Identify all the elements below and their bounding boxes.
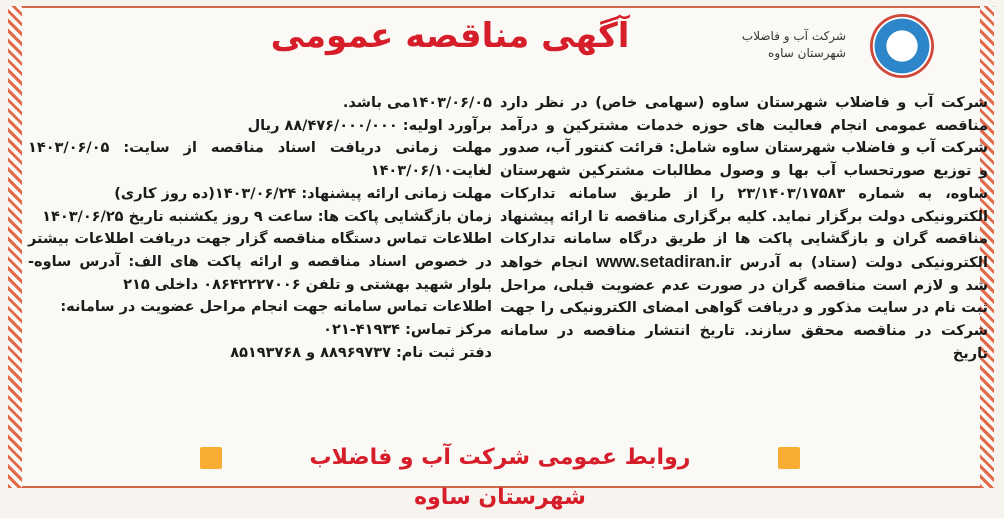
website-url[interactable]: www.setadiran.ir: [596, 251, 732, 271]
proposal-deadline: مهلت زمانی ارائه پیشنهاد: ۱۴۰۳/۰۶/۲۴(ده روز کاری): [114, 185, 492, 202]
publish-date: ۱۴۰۳/۰۶/۰۵می باشد.: [342, 95, 492, 111]
header: [0, 0, 1004, 90]
document-deadline: مهلت زمانی دریافت اسناد مناقصه از سایت: ۱۴۰۳/۰۶/۰۵ لغایت۱۴۰۳/۰۶/۱۰: [28, 140, 492, 180]
footer-square-icon: [200, 447, 222, 469]
initial-estimate: برآورد اولیه: ۸۸/۴۷۶/۰۰۰/۰۰۰ ریال: [247, 117, 492, 134]
right-column: [500, 92, 988, 365]
footer-square-icon: [778, 447, 800, 469]
ad-title: آگهی مناقصه عمومی: [270, 16, 630, 56]
company-name: [726, 28, 846, 62]
footer-text: روابط عمومی شرکت آب و فاضلاب شهرستان ساوه: [309, 445, 691, 510]
registration-office: دفتر ثبت نام: ۸۸۹۶۹۷۳۷ و ۸۵۱۹۳۷۶۸: [230, 344, 492, 361]
opening-time: زمان بازگشایی پاکت ها: ساعت ۹ روز یکشنبه تاریخ ۱۴۰۳/۰۶/۲۵: [42, 208, 492, 225]
company-line-1: شرکت آب و فاضلاب: [741, 29, 846, 43]
company-logo-icon: [870, 14, 934, 78]
contact-info: اطلاعات تماس دستگاه مناقصه گزار جهت دریافت اطلاعات بیشتر در خصوص اسناد مناقصه و ارائه پاکت های الف: آدرس ساوه- بلوار شهید بهشتی و تلفن ۰۸۶۴۲۲۲۷۰۰۶ داخلی ۲۱۵: [28, 231, 492, 293]
footer: [200, 438, 800, 510]
body-paragraph-2: انجام خواهد شد و لازم است مناقصه گران در صورت عدم عضویت قبلی، مراحل ثبت نام در سایت مذکور و دریافت گواهی امضای الکترونیکی را جهت شرکت در مناقصه محقق سازند. تاریخ انتشار مناقصه در سامانه تاریخ: [500, 254, 988, 362]
left-column: [28, 92, 492, 364]
call-center: مرکز تماس: ۴۱۹۳۴-۰۲۱: [323, 322, 492, 339]
system-contact-heading: اطلاعات تماس سامانه جهت انجام مراحل عضویت در سامانه:: [60, 299, 492, 316]
body-paragraph-1: شرکت آب و فاضلاب شهرستان ساوه (سهامی خاص) در نظر دارد مناقصه عمومی انجام فعالیت های حوزه خدمات مشترکین و درآمد شرکت آب و فاضلاب شهرستان ساوه شامل: قرائت کنتور آب، صدور و توزیع صورتحساب آب بها و وصول مطالبات مشترکین شهرستان ساوه، به شماره ۲۳/۱۴۰۳/۱۷۵۸۳ را از طریق سامانه تدارکات الکترونیکی دولت برگزار نماید. کلیه برگزاری مناقصه تا ارائه پیشنهاد مناقصه گران و بازگشایی پاکت ها از طریق درگاه سامانه تدارکات الکترونیکی دولت (ستاد) به آدرس: [500, 95, 988, 271]
company-line-2: شهرستان ساوه: [768, 46, 846, 60]
